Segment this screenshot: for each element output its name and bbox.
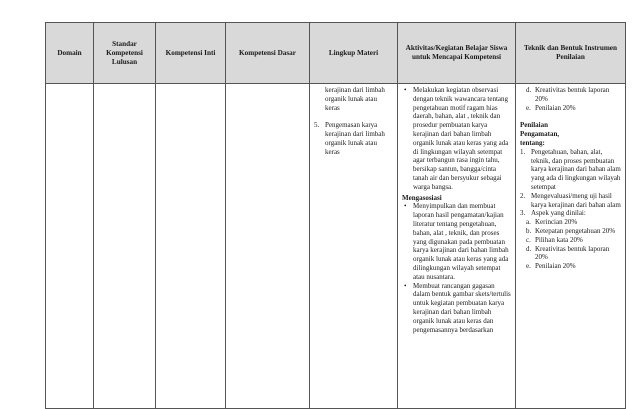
cell-kompetensi-inti bbox=[156, 84, 226, 409]
teknik-item-number: e. bbox=[526, 262, 531, 271]
teknik-list-item bbox=[526, 218, 621, 227]
teknik-list-item bbox=[526, 86, 621, 104]
teknik-top-list bbox=[520, 86, 621, 112]
teknik-list-item bbox=[526, 236, 621, 245]
teknik-item-text: Ketepatan pengetahuan 20% bbox=[535, 226, 616, 235]
teknik-item-text: Kreativitas bentuk laporan 20% bbox=[535, 86, 610, 103]
aktivitas-item-text: Melakukan kegiatan observasi dengan teknik wawancara tentang pengetahuan motif ragam hias daerah, bahan, alat , teknik dan prosedur pembuatan karya kerajinan dari bahan limbah organik lunak atau keras yang ada di lingkungan wilayah setempat agar terbangun rasa ingin tahu, bersikap santun, bangga/cinta tanah air dan bersyukur sebagai warga bangsa. bbox=[413, 86, 509, 191]
teknik-list-item bbox=[520, 209, 621, 218]
teknik-heading-penilaian: Penilaian bbox=[520, 121, 549, 130]
cell-standar bbox=[94, 84, 156, 409]
teknik-item-text: Penilaian 20% bbox=[535, 262, 576, 271]
aktivitas-list-item bbox=[402, 202, 511, 281]
content-row bbox=[46, 84, 626, 409]
header-aktivitas: Aktivitas/Kegiatan Belajar Siswa untuk Mencapai Kompetensi bbox=[398, 23, 516, 84]
teknik-item-text: Pengetahuan, bahan, alat, teknik, dan proses pembuatan karya kerajinan dari bahan alam yang ada di lingkungan wilayah setempat bbox=[531, 147, 621, 191]
bullet-icon: • bbox=[404, 202, 407, 211]
teknik-heading-pengamatan: Pengamatan, bbox=[520, 130, 560, 139]
teknik-aspect-list bbox=[520, 218, 621, 271]
header-standar: Standar Kompetensi Lulusan bbox=[94, 23, 156, 84]
teknik-item-number: e. bbox=[526, 103, 531, 112]
cell-kompetensi-dasar bbox=[226, 84, 310, 409]
teknik-item-text: Penilaian 20% bbox=[535, 103, 576, 112]
teknik-list-item bbox=[526, 262, 621, 271]
teknik-list-item bbox=[526, 227, 621, 236]
teknik-item-number: b. bbox=[526, 226, 532, 235]
curriculum-table bbox=[45, 22, 626, 409]
cell-aktivitas bbox=[398, 84, 516, 409]
aktivitas-item-text: Menyimpulkan dan membuat laporan hasil pengamatan/kajian literatur tentang pengetahuan, bahan, alat , teknik, dan proses yang digunakan pada pembuatan karya kerajinan dari bahan limbah organik lunak atau keras yang ada dilingkungan wilayah setempat atau nusantara. bbox=[413, 202, 509, 281]
teknik-list-item bbox=[520, 192, 621, 210]
aktivitas-list bbox=[402, 202, 511, 334]
materi-item-text: Pengemasan karya kerajinan dari limbah organik lunak atau keras bbox=[325, 121, 385, 156]
bullet-icon: • bbox=[404, 86, 407, 94]
aktivitas-list-item bbox=[402, 282, 511, 335]
teknik-item-text: Kerincian 20% bbox=[535, 218, 578, 227]
header-kompetensi-inti: Kompetensi Inti bbox=[156, 23, 226, 84]
teknik-item-text: Aspek yang dinilai: bbox=[531, 209, 586, 218]
teknik-numbered-list bbox=[520, 148, 621, 218]
teknik-item-number: d. bbox=[526, 86, 532, 94]
teknik-list-item bbox=[526, 104, 621, 113]
aktivitas-item-text: Membuat rancangan gagasan dalam bentuk gambar skets/tertulis untuk kegiatan pembuatan karya kerajinan dari bahan limbah organik lunak atau keras dan pengemasannya berdasarkan bbox=[413, 281, 511, 334]
materi-item-5 bbox=[314, 121, 393, 156]
cell-domain bbox=[46, 84, 94, 409]
aktivitas-list-item bbox=[402, 86, 511, 192]
header-domain: Domain bbox=[46, 23, 94, 84]
section-title-mengasosiasi: Mengasosiasi bbox=[402, 193, 442, 202]
bullet-icon: • bbox=[404, 281, 407, 290]
header-teknik: Teknik dan Bentuk Instrumen Penilaian bbox=[516, 23, 626, 84]
header-kompetensi-dasar: Kompetensi Dasar bbox=[226, 23, 310, 84]
teknik-item-text: Mengevaluasi/meng uji hasil karya kerajinan dari bahan alam bbox=[531, 191, 621, 209]
aktivitas-pre-list bbox=[402, 86, 511, 192]
teknik-item-text: Kreativitas bentuk laporan 20% bbox=[535, 244, 610, 262]
teknik-item-text: Pilihan kata 20% bbox=[535, 235, 583, 244]
header-lingkup-materi: Lingkup Materi bbox=[310, 23, 398, 84]
teknik-list-item bbox=[526, 245, 621, 263]
teknik-heading-tentang: tentang: bbox=[520, 138, 545, 147]
materi-item-number: 5. bbox=[314, 121, 320, 130]
materi-continued-text: kerajinan dari limbah organik lunak atau keras bbox=[325, 86, 385, 112]
teknik-item-number: a. bbox=[526, 218, 531, 227]
teknik-item-number: 3. bbox=[520, 209, 526, 218]
teknik-item-number: c. bbox=[526, 235, 531, 244]
header-row bbox=[46, 23, 626, 84]
cell-lingkup-materi bbox=[310, 84, 398, 409]
cell-teknik bbox=[516, 84, 626, 409]
teknik-list-item bbox=[520, 148, 621, 192]
teknik-item-number: d. bbox=[526, 244, 532, 253]
teknik-item-number: 1. bbox=[520, 147, 526, 156]
teknik-item-number: 2. bbox=[520, 191, 526, 200]
